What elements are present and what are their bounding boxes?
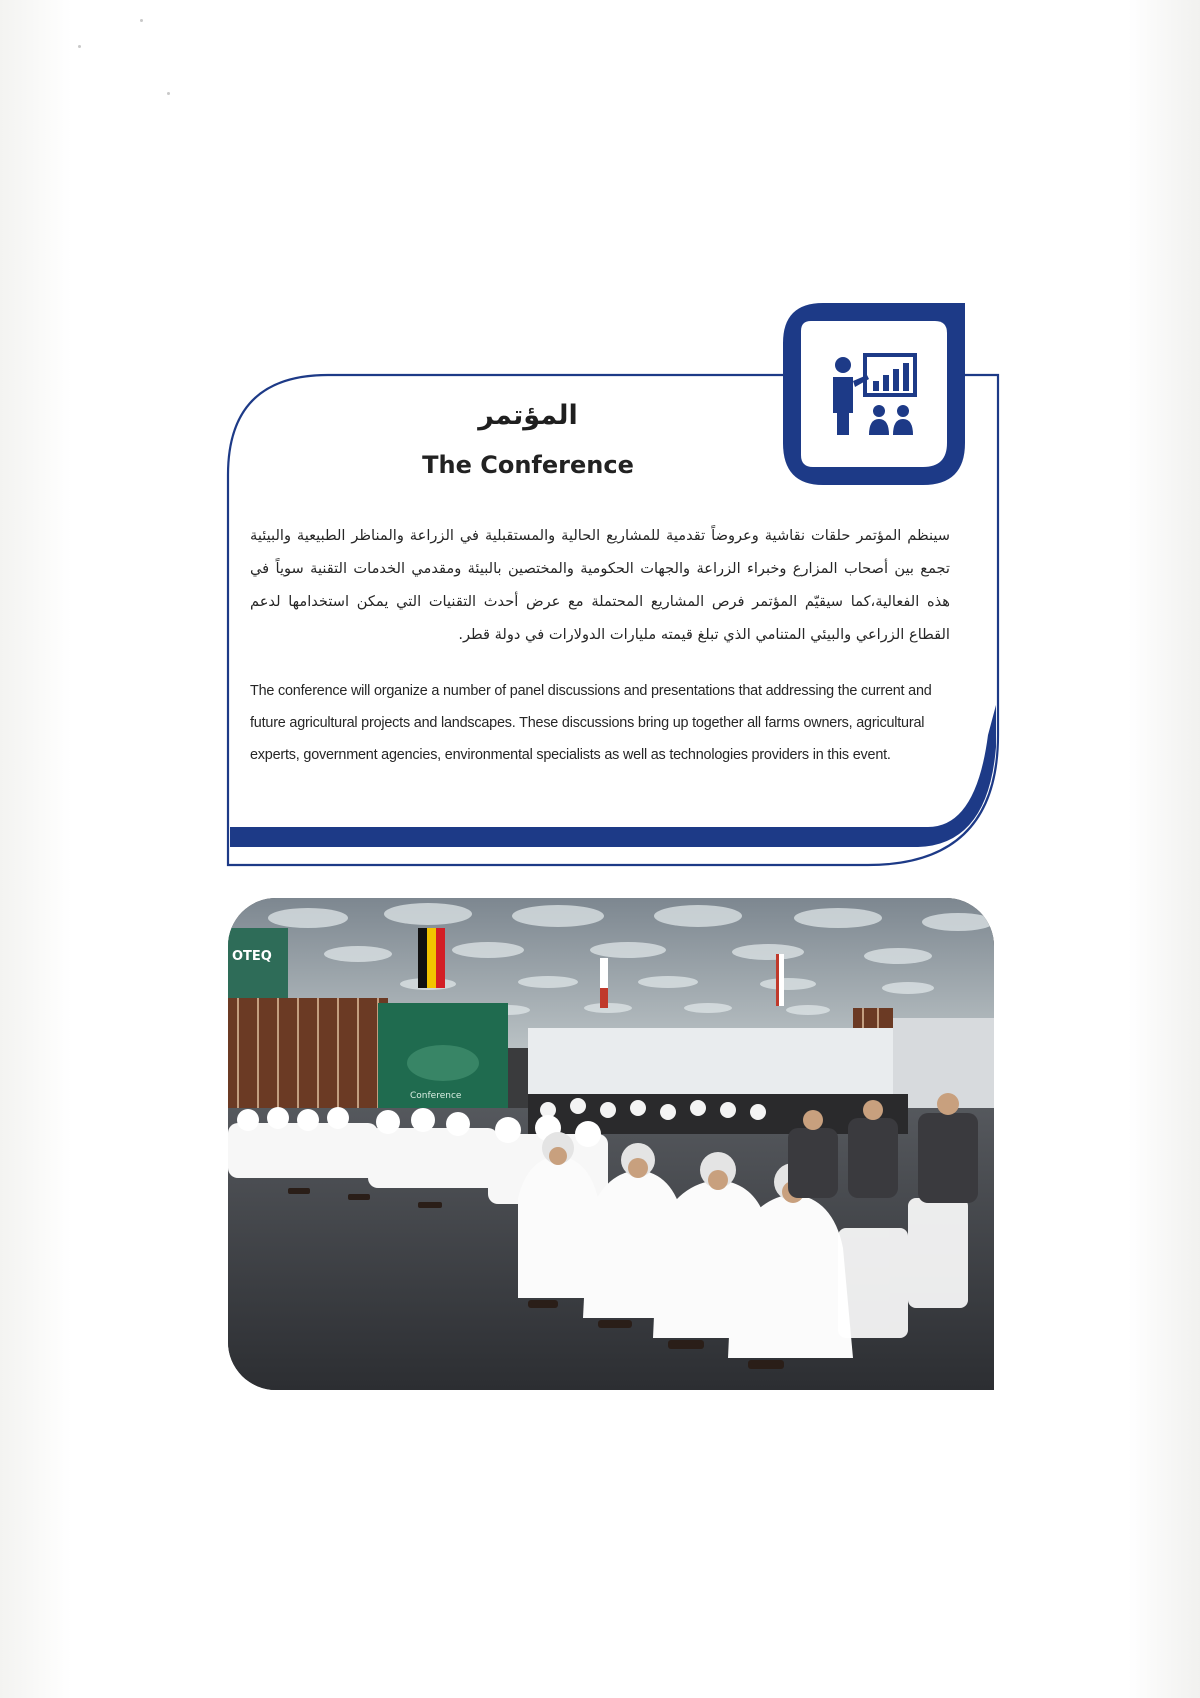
booth-sign: OTEQ: [232, 949, 272, 964]
scan-speck: [140, 19, 143, 22]
section-title-arabic: المؤتمر: [478, 400, 578, 431]
presentation-icon: [829, 351, 919, 437]
backdrop-sign: Conference: [410, 1091, 462, 1101]
scan-speck: [167, 92, 170, 95]
conference-photo: [228, 898, 994, 1390]
paragraph-english: The conference will organize a number of panel discussions and presentations that addressing the current and future agricultural projects and landscapes. These discussions bring up together all farms owners, agricultural experts, government agencies, environmental specialists as well as technologies providers in this event.: [250, 683, 932, 763]
paragraph-arabic: سينظم المؤتمر حلقات نقاشية وعروضاً تقدمية للمشاريع الحالية والمستقبلية في الزراعة والمناظر الطبيعية والبيئية تجمع بين أصحاب المزارع وخبراء الزراعة والجهات الحكومية والمختصين بالبيئة ومقدمي الخدمات التقنية سوياً في هذه الفعالية،كما سيقيّم المؤتمر فرص المشاريع المحتملة مع عرض أحدث التقنيات التي يمكن استخدامها لدعم القطاع الزراعي والبيئي المتنامي الذي تبلغ قيمته مليارات الدولارات في دولة قطر.: [250, 527, 950, 643]
section-title-english: The Conference: [422, 451, 634, 479]
scan-speck: [78, 45, 81, 48]
conference-card: [228, 375, 998, 865]
audience-illustration: [228, 898, 994, 1390]
